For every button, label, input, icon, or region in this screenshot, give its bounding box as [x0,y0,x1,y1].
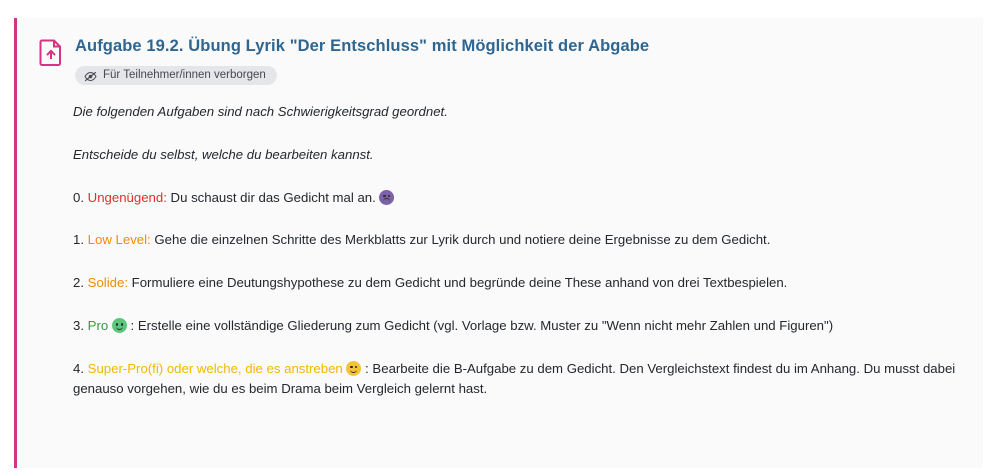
task-level-0 [73,188,961,208]
task-2-text: Formuliere eine Deutungshypothese zu dem Gedicht und begründe deine These anhand von drei Textbespielen. [131,275,788,291]
intro-line-1: Die folgenden Aufgaben sind nach Schwierigkeitsgrad geordnet. [73,104,448,120]
task-4-number: 4. [73,360,84,376]
assignment-upload-icon [39,38,63,66]
activity-title-block [75,36,961,86]
pensive-face-emoji [379,190,394,205]
task-level-1 [73,230,961,250]
activity-title-link[interactable]: Aufgabe 19.2. Übung Lyrik "Der Entschluss" mit Möglichkeit der Abgabe [75,37,650,55]
task-2-number: 2. [73,275,84,291]
task-4-text: : Bearbeite die B-Aufgabe zu dem Gedicht. Den Vergleichstext findest du im Anhang. Du musst dabei genauso vorgehen, wie du es beim Drama beim Vergleich gelernt hast. [73,360,956,396]
task-0-label: Ungenügend: [87,189,167,205]
task-level-4 [73,359,961,399]
task-0-number: 0. [73,189,84,205]
activity-header [39,36,961,86]
activity-description [73,102,961,398]
eye-slash-icon [84,71,97,82]
task-level-3 [73,316,961,336]
task-3-label: Pro [87,318,109,333]
task-level-2 [73,273,961,293]
winking-face-emoji [346,361,361,376]
vertical-scrollbar[interactable] [989,0,997,475]
task-0-text: Du schaust dir das Gedicht mal an. [170,189,376,205]
task-1-text: Gehe die einzelnen Schritte des Merkblatts zur Lyrik durch und notiere deine Ergebnisse zu dem Gedicht. [154,232,771,248]
task-4-label: Super-Pro(fi) oder welche, die es anstreben [87,360,343,376]
status-badge [75,66,277,86]
task-2-label: Solide: [87,275,128,291]
smiling-face-emoji [112,318,127,333]
intro-line-2: Entscheide du selbst, welche du bearbeiten kannst. [73,146,374,162]
task-1-label: Low Level: [87,232,151,248]
status-badge-label: Für Teilnehmer/innen verborgen [103,68,266,81]
task-1-number: 1. [73,232,84,248]
task-3-text: : Erstelle eine vollständige Gliederung zum Gedicht (vgl. Vorlage bzw. Muster zu "Wenn nicht mehr Zahlen und Figuren") [130,318,834,333]
activity-card [14,18,983,468]
task-3-number: 3. [73,318,84,333]
